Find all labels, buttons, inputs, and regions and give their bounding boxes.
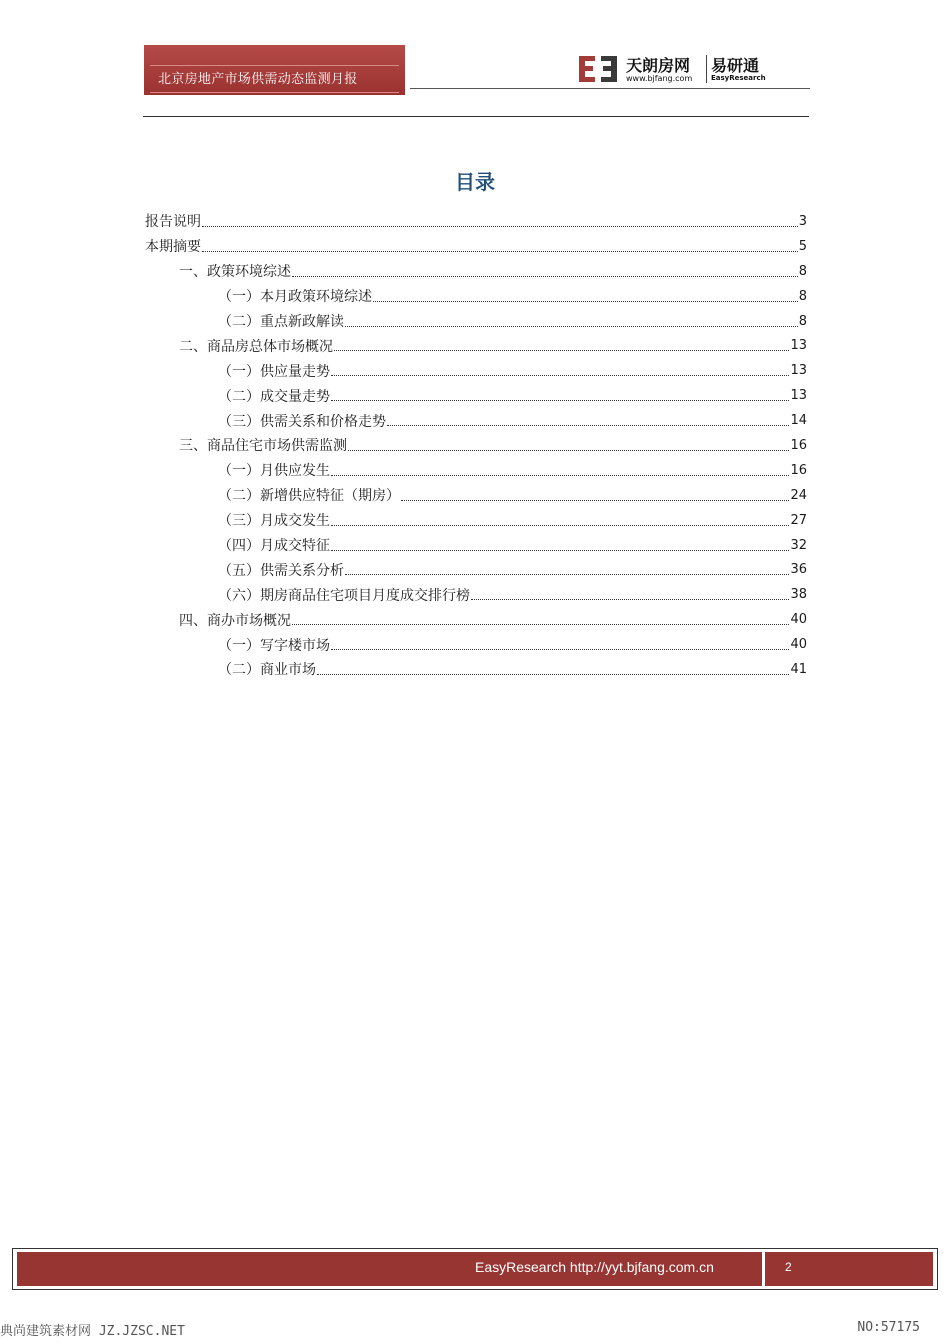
toc-leader xyxy=(292,276,798,277)
toc-leader xyxy=(345,574,789,575)
toc-title: 目录 xyxy=(455,170,495,194)
toc-entry-page: 8 xyxy=(798,288,807,304)
toc-entry[interactable] xyxy=(145,632,807,657)
toc-entry-page: 8 xyxy=(798,263,807,279)
toc-leader xyxy=(373,301,798,302)
toc-entry-page: 36 xyxy=(790,562,807,578)
toc-entry-page: 8 xyxy=(798,313,807,329)
toc-entry-page: 24 xyxy=(790,487,807,503)
toc-entry-page: 41 xyxy=(790,661,807,677)
toc-entry[interactable] xyxy=(145,582,807,607)
toc-leader xyxy=(331,525,789,526)
toc-leader xyxy=(331,375,789,376)
toc-leader xyxy=(331,475,789,476)
toc-entry[interactable] xyxy=(145,607,807,632)
toc-leader xyxy=(471,599,789,600)
logo-separator xyxy=(706,55,707,83)
toc-entry-label: 报告说明 xyxy=(145,214,201,231)
toc-entry[interactable] xyxy=(145,657,807,682)
toc-entry-label: 二、商品房总体市场概况 xyxy=(179,338,333,355)
toc-entry-label: （二）商业市场 xyxy=(218,662,316,679)
header-rule xyxy=(143,116,809,117)
toc-leader xyxy=(331,649,789,650)
toc-entry[interactable] xyxy=(145,533,807,558)
toc-entry-label: （二）新增供应特征（期房） xyxy=(218,488,400,505)
toc-entry-label: （五）供需关系分析 xyxy=(218,562,344,579)
toc-entry[interactable] xyxy=(145,284,807,309)
header-underline xyxy=(410,88,810,89)
toc-entry-page: 38 xyxy=(790,587,807,603)
toc-entry-label: （一）月供应发生 xyxy=(218,463,330,480)
toc-entry-page: 5 xyxy=(798,238,807,254)
toc-entry-label: 本期摘要 xyxy=(145,239,201,256)
toc-entry[interactable] xyxy=(145,234,807,259)
toc-entry-label: （二）成交量走势 xyxy=(218,388,330,405)
toc-entry[interactable] xyxy=(145,259,807,284)
toc-leader xyxy=(345,326,798,327)
toc-entry-label: （一）本月政策环境综述 xyxy=(218,289,372,306)
toc-entry-label: （四）月成交特征 xyxy=(218,538,330,555)
toc-entry[interactable] xyxy=(145,383,807,408)
toc-leader xyxy=(331,550,789,551)
header-banner xyxy=(144,45,405,95)
logo-e3-icon xyxy=(577,53,621,85)
footer-divider xyxy=(762,1252,765,1286)
toc-leader xyxy=(334,350,789,351)
toc-entry[interactable] xyxy=(145,557,807,582)
toc-entry-label: 四、商办市场概况 xyxy=(179,612,291,629)
footer-text[interactable]: EasyResearch http://yyt.bjfang.com.cn xyxy=(475,1259,714,1275)
toc-entry[interactable] xyxy=(145,458,807,483)
toc-entry[interactable] xyxy=(145,333,807,358)
watermark-right: NO:57175 xyxy=(857,1320,920,1335)
logo-brand: 天朗房网 xyxy=(626,56,691,75)
toc-entry-label: 三、商品住宅市场供需监测 xyxy=(179,438,347,455)
report-title: 北京房地产市场供需动态监测月报 xyxy=(158,72,358,87)
toc-leader xyxy=(348,450,789,451)
toc-entry[interactable] xyxy=(145,508,807,533)
toc-entry-page: 3 xyxy=(798,213,807,229)
toc-entry-page: 16 xyxy=(790,437,807,453)
toc-entry-page: 16 xyxy=(790,462,807,478)
toc-entry-label: （一）写字楼市场 xyxy=(218,637,330,654)
toc-leader xyxy=(401,500,789,501)
toc-entry-page: 32 xyxy=(790,537,807,553)
toc-entry[interactable] xyxy=(145,209,807,234)
toc-leader xyxy=(292,624,789,625)
toc-entry[interactable] xyxy=(145,358,807,383)
toc-leader xyxy=(331,400,789,401)
logo-url: www.bjfang.com xyxy=(626,74,693,83)
toc-entry-page: 40 xyxy=(790,637,807,653)
footer-page-number: 2 xyxy=(785,1260,792,1274)
table-of-contents xyxy=(145,209,807,682)
watermark-left: 典尚建筑素材网 JZ.JZSC.NET xyxy=(0,1324,185,1339)
toc-entry-page: 13 xyxy=(790,363,807,379)
toc-entry-label: 一、政策环境综述 xyxy=(179,264,291,281)
toc-entry[interactable] xyxy=(145,483,807,508)
toc-entry-label: （三）供需关系和价格走势 xyxy=(218,413,386,430)
toc-leader xyxy=(387,425,789,426)
toc-entry[interactable] xyxy=(145,433,807,458)
toc-entry-label: （三）月成交发生 xyxy=(218,513,330,530)
toc-entry-page: 13 xyxy=(790,388,807,404)
toc-entry-page: 40 xyxy=(790,612,807,628)
toc-entry-label: （二）重点新政解读 xyxy=(218,314,344,330)
toc-leader xyxy=(202,226,798,227)
logo-product: 易研通 xyxy=(711,56,760,75)
logo-product-en: EasyResearch xyxy=(711,74,766,82)
toc-entry-label: （六）期房商品住宅项目月度成交排行榜 xyxy=(218,587,470,604)
toc-entry-page: 13 xyxy=(790,338,807,354)
toc-entry-page: 27 xyxy=(790,512,807,528)
toc-leader xyxy=(202,251,798,252)
toc-entry[interactable] xyxy=(145,408,807,433)
toc-entry-page: 14 xyxy=(790,413,807,429)
toc-entry[interactable] xyxy=(145,309,807,334)
toc-entry-label: （一）供应量走势 xyxy=(218,363,330,380)
toc-leader xyxy=(317,674,789,675)
